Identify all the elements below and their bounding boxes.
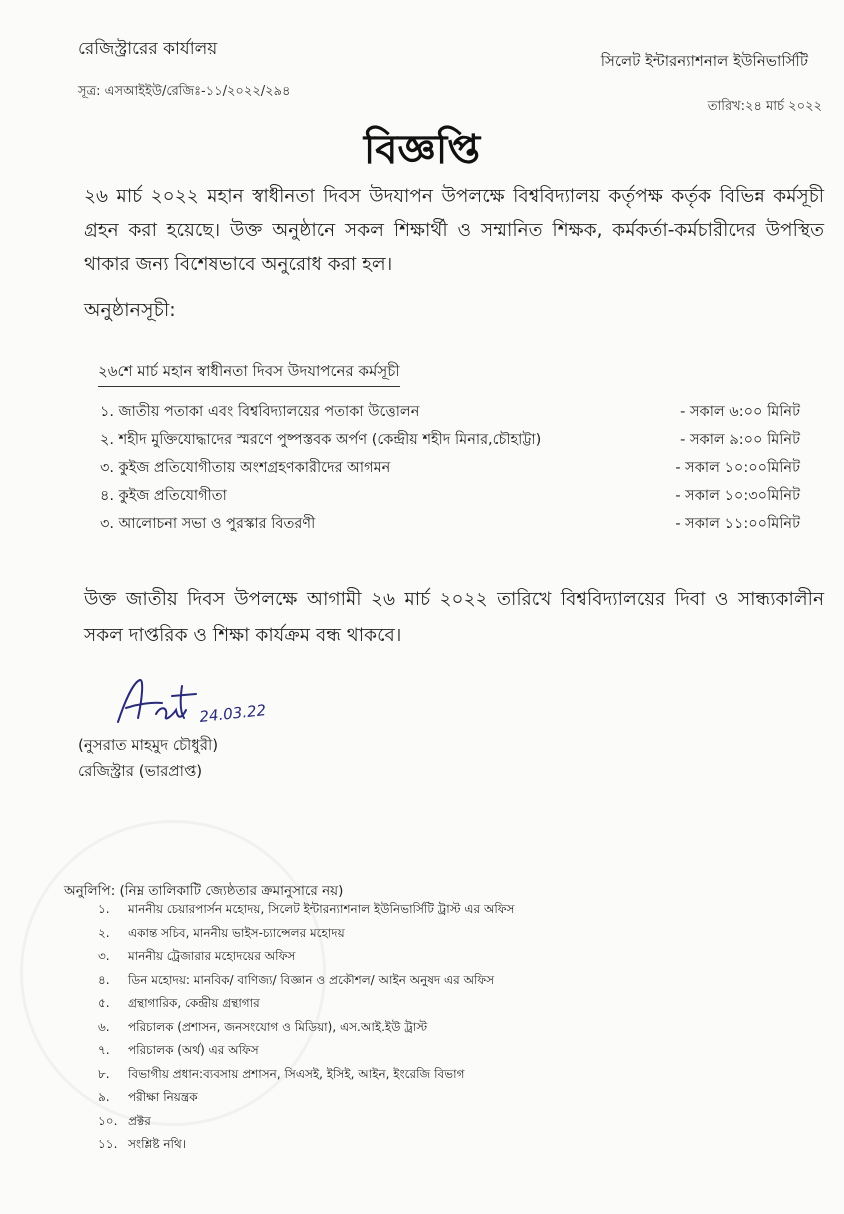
schedule-time: - সকাল ১০:০০মিনিট xyxy=(675,460,800,476)
cc-item: ২. একান্ত সচিব, মাননীয় ভাইস-চ্যান্সেলর মহোদয় xyxy=(98,925,345,940)
cc-heading: অনুলিপি: (নিম্ন তালিকাটি জ্যেষ্ঠতার ক্রমানুসারে নয়) xyxy=(64,883,344,899)
schedule-time: - সকাল ১১:০০মিনিট xyxy=(675,516,800,532)
schedule-title: ২৬শে মার্চ মহান স্বাধীনতা দিবস উদযাপনের কর্মসূচী xyxy=(98,360,400,387)
schedule-item: ২. শহীদ মুক্তিযোদ্ধাদের স্মরণে পুষ্পস্তবক অর্পণ (কেন্দ্রীয় শহীদ মিনার,চৌহাট্টা) xyxy=(100,432,542,448)
schedule-item: ৩. আলোচনা সভা ও পুরস্কার বিতরণী xyxy=(100,516,316,532)
schedule-time: - সকাল ৬:০০ মিনিট xyxy=(680,404,800,420)
program-heading: অনুষ্ঠানসূচী: xyxy=(84,299,176,321)
signature-date: 24.03.22 xyxy=(198,701,267,726)
notice-body-paragraph: ২৬ মার্চ ২০২২ মহান স্বাধীনতা দিবস উদযাপন উপলক্ষে বিশ্ববিদ্যালয় কর্তৃপক্ষ কর্তৃক বিভিন্ন কর্মসূচী গ্রহন করা হয়েছে। উক্ত অনুষ্ঠানে সকল শিক্ষার্থী ও সম্মানিত শিক্ষক, কর্মকর্তা-কর্মচারীদের উপস্থিত থাকার জন্য বিশেষভাবে অনুরোধ করা হল। xyxy=(84,186,824,275)
schedule-time: - সকাল ৯:০০ মিনিট xyxy=(680,432,800,448)
notice-title: বিজ্ঞপ্তি xyxy=(363,127,481,173)
schedule-item: ৪. কুইজ প্রতিযোগীতা xyxy=(100,488,227,504)
cc-item: ১১. সংশ্লিষ্ট নথি। xyxy=(98,1137,187,1151)
university-name: সিলেট ইন্টারন্যাশনাল ইউনিভার্সিটি xyxy=(600,52,808,70)
schedule-row xyxy=(100,398,800,426)
cc-item: ৭. পরিচালক (অর্থ) এর অফিস xyxy=(98,1043,259,1057)
cc-item: ১. মাননীয় চেয়ারপার্সন মহোদয়, সিলেট ইন্টারন্যাশনাল ইউনিভার্সিটি ট্রাস্ট এর অফিস xyxy=(98,902,515,916)
cc-item: ৫. গ্রন্থাগারিক, কেন্দ্রীয় গ্রন্থাগার xyxy=(98,996,260,1010)
closing-paragraph: উক্ত জাতীয় দিবস উপলক্ষে আগামী ২৬ মার্চ ২০২২ তারিখে বিশ্ববিদ্যালয়ের দিবা ও সান্ধ্যকালীন সকল দাপ্তরিক ও শিক্ষা কার্যক্রম বন্ধ থাকবে। xyxy=(84,589,824,646)
schedule-item: ১. জাতীয় পতাকা এবং বিশ্ববিদ্যালয়ের পতাকা উত্তোলন xyxy=(100,404,420,420)
signer-title: রেজিস্ট্রার (ভারপ্রাপ্ত) xyxy=(78,762,203,780)
cc-list xyxy=(98,898,514,1157)
cc-item: ৪. ডিন মহোদয়: মানবিক/ বাণিজ্য/ বিজ্ঞান ও প্রকৌশল/ আইন অনুষদ এর অফিস xyxy=(98,972,495,987)
cc-item: ৯. পরীক্ষা নিয়ন্ত্রক xyxy=(98,1090,198,1104)
notice-date: তারিখ:২৪ মার্চ ২০২২ xyxy=(707,99,822,114)
cc-item: ৬. পরিচালক (প্রশাসন, জনসংযোগ ও মিডিয়া), এস.আই.ইউ ট্রাস্ট xyxy=(98,1019,428,1034)
cc-item: ৮. বিভাগীয় প্রধান:ব্যবসায় প্রশাসন, সিএসই, ইসিই, আইন, ইংরেজি বিভাগ xyxy=(98,1066,465,1081)
schedule-item: ৩. কুইজ প্রতিযোগীতায় অংশগ্রহণকারীদের আগমন xyxy=(100,460,391,476)
cc-item: ১০. প্রক্টর xyxy=(98,1113,151,1128)
schedule-row xyxy=(100,454,800,482)
registrar-office-label: রেজিস্ট্রারের কার্যালয় xyxy=(78,39,218,59)
schedule-row xyxy=(100,426,800,454)
schedule-row xyxy=(100,510,800,538)
cc-item: ৩. মাননীয় ট্রেজারার মহোদয়ের অফিস xyxy=(98,949,296,963)
schedule-time: - সকাল ১০:৩০মিনিট xyxy=(675,488,800,504)
reference-number: সূত্র: এসআইইউ/রেজিঃ-১১/২০২২/২৯৪ xyxy=(78,84,291,99)
signer-name: (নুসরাত মাহমুদ চৌধুরী) xyxy=(78,736,219,754)
schedule-row xyxy=(100,482,800,510)
schedule-list xyxy=(100,398,800,538)
handwritten-signature xyxy=(112,670,282,740)
